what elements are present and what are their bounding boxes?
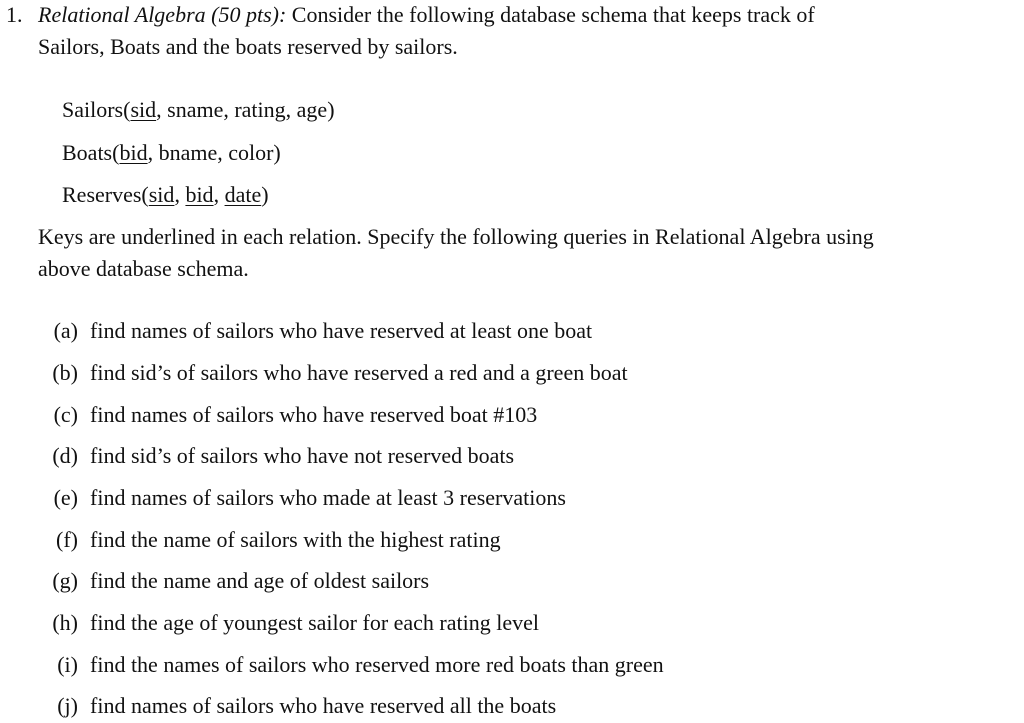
- query-text: find names of sailors who made at least 3 reservations: [90, 485, 566, 510]
- query-text: find sid’s of sailors who have not reserved boats: [90, 443, 515, 468]
- open-paren: (: [123, 97, 131, 122]
- query-label: (j): [57, 693, 78, 718]
- query-text: find names of sailors who have reserved boat #103: [90, 402, 538, 427]
- problem-heading: [38, 2, 815, 28]
- relation-name: Boats: [62, 140, 113, 165]
- query-text: find the name and age of oldest sailors: [90, 568, 430, 593]
- separator: ,: [213, 182, 225, 207]
- key-attribute: sid: [148, 182, 175, 207]
- query-label: (e): [53, 485, 78, 510]
- query-label: (g): [52, 568, 78, 593]
- query-label: (h): [52, 610, 78, 635]
- problem-intro-line1: Consider the following database schema that keeps track of: [286, 2, 815, 27]
- key-attribute: sid: [130, 97, 157, 122]
- separator: ,: [174, 182, 186, 207]
- query-text: find the age of youngest sailor for each rating level: [90, 610, 540, 635]
- other-attributes: , sname, rating, age): [156, 97, 335, 122]
- schema-sailors: [62, 97, 335, 123]
- query-label: (c): [53, 402, 78, 427]
- relation-name: Sailors: [62, 97, 124, 122]
- query-label: (a): [53, 318, 78, 343]
- schema-reserves: [62, 182, 269, 208]
- schema-boats: [62, 140, 281, 166]
- close-paren: ): [261, 182, 269, 207]
- query-label: (i): [57, 652, 78, 677]
- key-attribute: bid: [185, 182, 214, 207]
- other-attributes: , bname, color): [147, 140, 281, 165]
- relation-name: Reserves: [62, 182, 142, 207]
- problem-intro-line2: Sailors, Boats and the boats reserved by sailors.: [38, 34, 458, 59]
- query-label: (b): [52, 360, 78, 385]
- open-paren: (: [112, 140, 120, 165]
- query-text: find the names of sailors who reserved more red boats than green: [90, 652, 664, 677]
- key-attribute: bid: [119, 140, 148, 165]
- instructions-line1: Keys are underlined in each relation. Specify the following queries in Relational Algebra using: [38, 224, 874, 249]
- query-text: find names of sailors who have reserved all the boats: [90, 693, 557, 718]
- query-text: find the name of sailors with the highest rating: [90, 527, 501, 552]
- problem-number: 1.: [6, 2, 23, 27]
- query-label: (f): [56, 527, 78, 552]
- problem-title: Relational Algebra (50 pts):: [38, 2, 287, 27]
- query-label: (d): [52, 443, 78, 468]
- key-attribute: date: [224, 182, 262, 207]
- query-text: find names of sailors who have reserved at least one boat: [90, 318, 593, 343]
- open-paren: (: [141, 182, 149, 207]
- instructions-line2: above database schema.: [38, 256, 249, 281]
- query-text: find sid’s of sailors who have reserved a red and a green boat: [90, 360, 628, 385]
